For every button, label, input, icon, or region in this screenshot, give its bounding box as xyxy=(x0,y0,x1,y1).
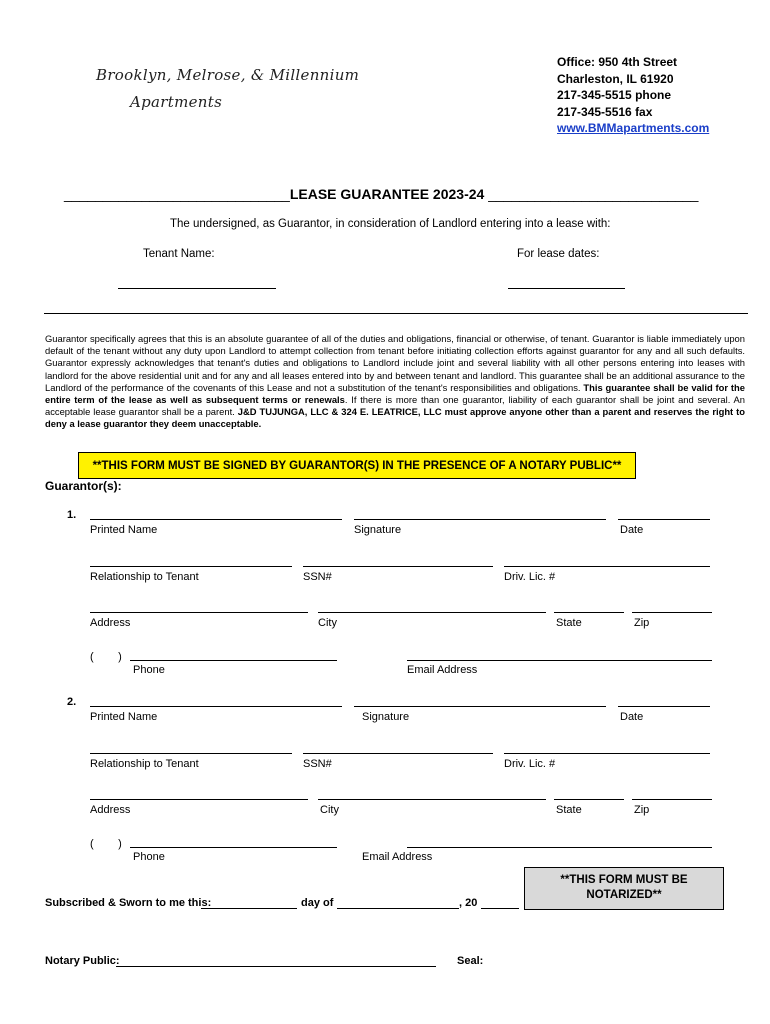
guarantors-heading: Guarantor(s): xyxy=(45,479,122,493)
state-label: State xyxy=(556,804,582,816)
website-link[interactable]: www.BMMapartments.com xyxy=(557,121,710,135)
lease-dates-field[interactable] xyxy=(508,288,625,289)
date-field[interactable] xyxy=(618,706,710,707)
address-label: Address xyxy=(90,617,131,629)
company-logo-line1: Brooklyn, Melrose, & Millennium xyxy=(96,66,360,84)
divider xyxy=(44,313,748,314)
driv-lic-field[interactable] xyxy=(504,753,710,754)
notary-label: Notary Public: xyxy=(45,955,120,967)
tenant-name-label: Tenant Name: xyxy=(143,248,215,260)
relationship-label: Relationship to Tenant xyxy=(90,758,199,770)
tenant-name-field[interactable] xyxy=(118,288,276,289)
relationship-field[interactable] xyxy=(90,566,292,567)
printed-name-field[interactable] xyxy=(90,519,342,520)
company-logo-line2: Apartments xyxy=(130,93,223,111)
guarantor-number: 1. xyxy=(67,509,77,521)
guarantee-terms: Guarantor specifically agrees that this is an absolute guarantee of all of the duties and obligations, financial or otherwise, of tenant. Guarantor is liable immediately upon default of the tenant without any duty upon Landlord to attempt collection from tenant before initiating collection efforts against guarantor for any and all such defaults. Guarantor expressly acknowledges that tenant's duties and obligations to Landlord include joint and several liability with all other persons entering into leases with landlord for the above residential unit and for any and all leases entered into by and between tenant and landlord. This guarantee shall be an additional assurance to the Landlord of the performance of the covenants of this Lease and not a substitution of the tenant's responsibilities and obligations. This guarantee shall be valid for the entire term of the lease as well as subsequent terms or renewals. If there is more than one guarantor, liability of each guarantor shall be joint and several. An acceptable lease guarantor shall be a parent. J&D TUJUNGA, LLC & 324 E. LEATRICE, LLC must approve anyone other than a parent and reserves the right to deny a lease guarantor they deem unacceptable. xyxy=(45,333,746,430)
driv-lic-label: Driv. Lic. # xyxy=(504,758,556,770)
date-field[interactable] xyxy=(618,519,710,520)
address-field[interactable] xyxy=(90,612,308,613)
ssn-label: SSN# xyxy=(303,571,332,583)
sworn-label: Subscribed & Sworn to me this: xyxy=(45,897,212,909)
office-address: Office: 950 4th Street xyxy=(557,55,678,69)
seal-label: Seal: xyxy=(457,955,484,967)
zip-label: Zip xyxy=(634,804,650,816)
ssn-field[interactable] xyxy=(303,566,493,567)
sworn-year-field[interactable] xyxy=(481,908,519,909)
printed-name-label: Printed Name xyxy=(90,711,158,723)
day-of-label: day of xyxy=(301,897,334,909)
signature-label: Signature xyxy=(354,524,402,536)
date-label: Date xyxy=(620,711,644,723)
phone-area-code: ( ) xyxy=(90,838,122,850)
ssn-label: SSN# xyxy=(303,758,332,770)
address-field[interactable] xyxy=(90,799,308,800)
driv-lic-field[interactable] xyxy=(504,566,710,567)
date-label: Date xyxy=(620,524,644,536)
printed-name-field[interactable] xyxy=(90,706,342,707)
zip-label: Zip xyxy=(634,617,650,629)
lease-dates-label: For lease dates: xyxy=(517,248,600,260)
guarantor-number: 2. xyxy=(67,696,77,708)
office-phone: 217-345-5515 phone xyxy=(557,88,672,102)
notary-banner: **THIS FORM MUST BE SIGNED BY GUARANTOR(S) IN THE PRESENCE OF A NOTARY PUBLIC** xyxy=(78,452,636,479)
office-info xyxy=(557,54,709,137)
form-title: _____________________________LEASE GUARANTEE 2023-24 ___________________________ xyxy=(64,186,699,202)
signature-label: Signature xyxy=(362,711,410,723)
form-title-text: LEASE GUARANTEE 2023-24 xyxy=(289,186,485,202)
sworn-month-field[interactable] xyxy=(337,908,459,909)
city-field[interactable] xyxy=(318,612,546,613)
phone-area-code: ( ) xyxy=(90,651,122,663)
zip-field[interactable] xyxy=(632,799,712,800)
email-field[interactable] xyxy=(407,847,712,848)
notarize-notice: **THIS FORM MUST BE NOTARIZED** xyxy=(524,867,724,910)
phone-field[interactable] xyxy=(130,847,337,848)
relationship-field[interactable] xyxy=(90,753,292,754)
phone-label: Phone xyxy=(133,851,165,863)
state-label: State xyxy=(556,617,582,629)
sworn-day-field[interactable] xyxy=(201,908,297,909)
printed-name-label: Printed Name xyxy=(90,524,158,536)
city-label: City xyxy=(318,617,337,629)
email-label: Email Address xyxy=(362,851,433,863)
signature-field[interactable] xyxy=(354,519,606,520)
phone-field[interactable] xyxy=(130,660,337,661)
email-field[interactable] xyxy=(407,660,712,661)
year-label: , 20 xyxy=(459,897,478,909)
notary-signature-field[interactable] xyxy=(116,966,436,967)
driv-lic-label: Driv. Lic. # xyxy=(504,571,556,583)
ssn-field[interactable] xyxy=(303,753,493,754)
state-field[interactable] xyxy=(554,612,624,613)
city-label: City xyxy=(320,804,339,816)
address-label: Address xyxy=(90,804,131,816)
relationship-label: Relationship to Tenant xyxy=(90,571,199,583)
signature-field[interactable] xyxy=(354,706,606,707)
office-city: Charleston, IL 61920 xyxy=(557,71,674,86)
state-field[interactable] xyxy=(554,799,624,800)
office-fax: 217-345-5516 fax xyxy=(557,104,653,119)
phone-label: Phone xyxy=(133,664,165,676)
intro-text: The undersigned, as Guarantor, in consideration of Landlord entering into a lease with: xyxy=(170,218,611,230)
email-label: Email Address xyxy=(407,664,478,676)
zip-field[interactable] xyxy=(632,612,712,613)
city-field[interactable] xyxy=(318,799,546,800)
